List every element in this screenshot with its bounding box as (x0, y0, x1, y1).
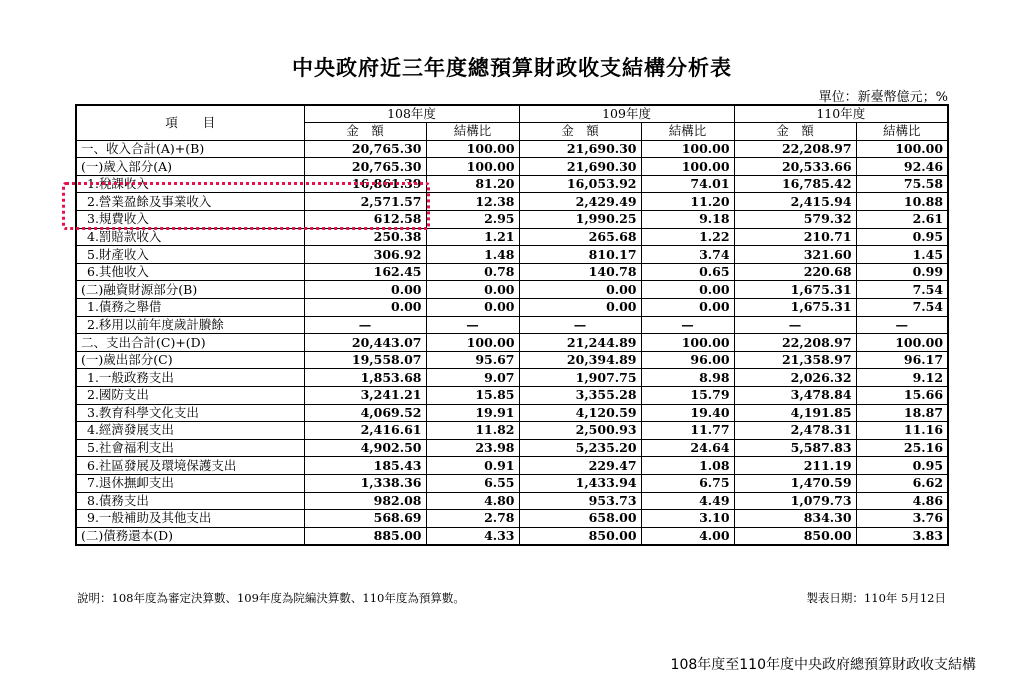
ratio-cell: 0.95 (856, 228, 948, 246)
row-label: 2.營業盈餘及事業收入 (76, 193, 304, 211)
row-label: 二、支出合計(C)+(D) (76, 334, 304, 352)
amount-cell: 658.00 (519, 510, 641, 528)
table-row (76, 158, 948, 176)
ratio-cell: — (641, 316, 734, 334)
amount-cell: 210.71 (734, 228, 856, 246)
row-label: 2.移用以前年度歲計賸餘 (76, 316, 304, 334)
row-label: 5.社會福利支出 (76, 439, 304, 457)
amount-cell: 568.69 (304, 510, 426, 528)
row-label: 4.罰賠款收入 (76, 228, 304, 246)
amount-cell: 5,587.83 (734, 439, 856, 457)
row-label: 5.財產收入 (76, 246, 304, 264)
ratio-cell: 6.62 (856, 474, 948, 492)
row-label: 7.退休撫卹支出 (76, 474, 304, 492)
ratio-cell: 100.00 (856, 140, 948, 158)
amount-cell: 140.78 (519, 263, 641, 281)
amount-cell: 1,470.59 (734, 474, 856, 492)
ratio-cell: 0.00 (641, 299, 734, 317)
table-row (76, 474, 948, 492)
ratio-cell: 19.40 (641, 404, 734, 422)
amount-cell: 1,079.73 (734, 492, 856, 510)
amount-cell: 885.00 (304, 527, 426, 545)
ratio-cell: 1.48 (426, 246, 519, 264)
amount-cell: 22,208.97 (734, 334, 856, 352)
ratio-cell: 11.20 (641, 193, 734, 211)
table-row (76, 228, 948, 246)
ratio-cell: — (856, 316, 948, 334)
table-row (76, 175, 948, 193)
amount-cell: 5,235.20 (519, 439, 641, 457)
row-label: 9.一般補助及其他支出 (76, 510, 304, 528)
unit-label: 單位：新臺幣億元；% (818, 90, 948, 105)
table-row (76, 527, 948, 545)
ratio-cell: 12.38 (426, 193, 519, 211)
amount-cell: 2,416.61 (304, 422, 426, 440)
amount-cell: 20,394.89 (519, 351, 641, 369)
header-amount: 金 額 (304, 123, 426, 141)
table-row (76, 334, 948, 352)
row-label: 8.債務支出 (76, 492, 304, 510)
caption: 108年度至110年度中央政府總預算財政收支結構 (670, 657, 976, 673)
budget-table (75, 104, 949, 546)
amount-cell: 1,338.36 (304, 474, 426, 492)
ratio-cell: 95.67 (426, 351, 519, 369)
amount-cell: 4,902.50 (304, 439, 426, 457)
header-ratio: 結構比 (426, 123, 519, 141)
table-row (76, 369, 948, 387)
table-body (76, 140, 948, 545)
row-label: 6.社區發展及環境保護支出 (76, 457, 304, 475)
ratio-cell: 9.18 (641, 211, 734, 229)
table-row (76, 299, 948, 317)
row-label: 6.其他收入 (76, 263, 304, 281)
header-amount: 金 額 (519, 123, 641, 141)
amount-cell: 3,355.28 (519, 387, 641, 405)
amount-cell: 2,026.32 (734, 369, 856, 387)
amount-cell: 834.30 (734, 510, 856, 528)
amount-cell: 2,571.57 (304, 193, 426, 211)
page-title: 中央政府近三年度總預算財政收支結構分析表 (292, 55, 732, 80)
row-label: 4.經濟發展支出 (76, 422, 304, 440)
ratio-cell: 9.12 (856, 369, 948, 387)
amount-cell: 579.32 (734, 211, 856, 229)
amount-cell: 22,208.97 (734, 140, 856, 158)
amount-cell: 1,853.68 (304, 369, 426, 387)
ratio-cell: 3.74 (641, 246, 734, 264)
amount-cell: 2,415.94 (734, 193, 856, 211)
amount-cell: 1,675.31 (734, 299, 856, 317)
table-row (76, 422, 948, 440)
amount-cell: 21,244.89 (519, 334, 641, 352)
ratio-cell: — (426, 316, 519, 334)
amount-cell: 21,690.30 (519, 140, 641, 158)
amount-cell: 3,241.21 (304, 387, 426, 405)
amount-cell: — (734, 316, 856, 334)
ratio-cell: 10.88 (856, 193, 948, 211)
ratio-cell: 100.00 (641, 334, 734, 352)
ratio-cell: 100.00 (426, 158, 519, 176)
amount-cell: 16,053.92 (519, 175, 641, 193)
ratio-cell: 4.80 (426, 492, 519, 510)
table-row (76, 351, 948, 369)
ratio-cell: 11.77 (641, 422, 734, 440)
amount-cell: 2,500.93 (519, 422, 641, 440)
ratio-cell: 0.91 (426, 457, 519, 475)
header-year-108: 108年度 (304, 105, 519, 123)
row-label: 1.債務之舉借 (76, 299, 304, 317)
amount-cell: 3,478.84 (734, 387, 856, 405)
amount-cell: 16,785.42 (734, 175, 856, 193)
amount-cell: 612.58 (304, 211, 426, 229)
amount-cell: 16,861.39 (304, 175, 426, 193)
amount-cell: 306.92 (304, 246, 426, 264)
row-label: (一)歲出部分(C) (76, 351, 304, 369)
ratio-cell: 0.00 (426, 281, 519, 299)
row-label: (二)債務還本(D) (76, 527, 304, 545)
amount-cell: 265.68 (519, 228, 641, 246)
amount-cell: 20,765.30 (304, 158, 426, 176)
ratio-cell: 0.78 (426, 263, 519, 281)
amount-cell: 2,429.49 (519, 193, 641, 211)
row-label: 2.國防支出 (76, 387, 304, 405)
amount-cell: 220.68 (734, 263, 856, 281)
ratio-cell: 15.66 (856, 387, 948, 405)
amount-cell: 4,069.52 (304, 404, 426, 422)
amount-cell: 321.60 (734, 246, 856, 264)
ratio-cell: 2.95 (426, 211, 519, 229)
footnote: 說明：108年度為審定決算數、109年度為院編決算數、110年度為預算數。 (77, 591, 465, 605)
ratio-cell: 74.01 (641, 175, 734, 193)
amount-cell: 21,690.30 (519, 158, 641, 176)
ratio-cell: 0.95 (856, 457, 948, 475)
amount-cell: 4,120.59 (519, 404, 641, 422)
table-row (76, 439, 948, 457)
amount-cell: 0.00 (304, 281, 426, 299)
table-row (76, 281, 948, 299)
table-row (76, 404, 948, 422)
ratio-cell: 23.98 (426, 439, 519, 457)
ratio-cell: 9.07 (426, 369, 519, 387)
header-item: 項 目 (76, 105, 304, 140)
ratio-cell: 11.82 (426, 422, 519, 440)
date-label: 製表日期：110年 5月12日 (806, 591, 946, 605)
ratio-cell: 96.17 (856, 351, 948, 369)
ratio-cell: 11.16 (856, 422, 948, 440)
ratio-cell: 7.54 (856, 281, 948, 299)
ratio-cell: 1.22 (641, 228, 734, 246)
amount-cell: 211.19 (734, 457, 856, 475)
row-label: 1.稅課收入 (76, 175, 304, 193)
row-label: 一、收入合計(A)+(B) (76, 140, 304, 158)
amount-cell: 1,433.94 (519, 474, 641, 492)
amount-cell: 19,558.07 (304, 351, 426, 369)
amount-cell: 810.17 (519, 246, 641, 264)
header-year-109: 109年度 (519, 105, 734, 123)
header-ratio: 結構比 (641, 123, 734, 141)
ratio-cell: 75.58 (856, 175, 948, 193)
amount-cell: 982.08 (304, 492, 426, 510)
ratio-cell: 4.00 (641, 527, 734, 545)
row-label: 1.一般政務支出 (76, 369, 304, 387)
ratio-cell: 1.08 (641, 457, 734, 475)
ratio-cell: 100.00 (856, 334, 948, 352)
amount-cell: 21,358.97 (734, 351, 856, 369)
amount-cell: 0.00 (304, 299, 426, 317)
ratio-cell: 100.00 (641, 140, 734, 158)
table-row (76, 263, 948, 281)
amount-cell: 953.73 (519, 492, 641, 510)
ratio-cell: 15.85 (426, 387, 519, 405)
ratio-cell: 1.21 (426, 228, 519, 246)
ratio-cell: 4.33 (426, 527, 519, 545)
ratio-cell: 8.98 (641, 369, 734, 387)
row-label: (一)歲入部分(A) (76, 158, 304, 176)
ratio-cell: 15.79 (641, 387, 734, 405)
ratio-cell: 19.91 (426, 404, 519, 422)
row-label: 3.規費收入 (76, 211, 304, 229)
ratio-cell: 100.00 (426, 334, 519, 352)
table-row (76, 193, 948, 211)
ratio-cell: 0.00 (426, 299, 519, 317)
ratio-cell: 3.76 (856, 510, 948, 528)
ratio-cell: 3.10 (641, 510, 734, 528)
amount-cell: 0.00 (519, 281, 641, 299)
ratio-cell: 2.78 (426, 510, 519, 528)
ratio-cell: 25.16 (856, 439, 948, 457)
table-row (76, 510, 948, 528)
amount-cell: 850.00 (519, 527, 641, 545)
ratio-cell: 100.00 (641, 158, 734, 176)
amount-cell: 1,990.25 (519, 211, 641, 229)
table-row (76, 387, 948, 405)
ratio-cell: 18.87 (856, 404, 948, 422)
ratio-cell: 81.20 (426, 175, 519, 193)
amount-cell: 4,191.85 (734, 404, 856, 422)
ratio-cell: 0.99 (856, 263, 948, 281)
ratio-cell: 6.75 (641, 474, 734, 492)
ratio-cell: 24.64 (641, 439, 734, 457)
amount-cell: 250.38 (304, 228, 426, 246)
ratio-cell: 7.54 (856, 299, 948, 317)
ratio-cell: 4.86 (856, 492, 948, 510)
amount-cell: 2,478.31 (734, 422, 856, 440)
ratio-cell: 0.00 (641, 281, 734, 299)
amount-cell: 0.00 (519, 299, 641, 317)
amount-cell: 850.00 (734, 527, 856, 545)
amount-cell: 162.45 (304, 263, 426, 281)
ratio-cell: 96.00 (641, 351, 734, 369)
header-year-110: 110年度 (734, 105, 948, 123)
ratio-cell: 0.65 (641, 263, 734, 281)
ratio-cell: 92.46 (856, 158, 948, 176)
header-amount: 金 額 (734, 123, 856, 141)
table-row (76, 211, 948, 229)
amount-cell: 229.47 (519, 457, 641, 475)
amount-cell: — (304, 316, 426, 334)
amount-cell: 1,907.75 (519, 369, 641, 387)
amount-cell: 20,765.30 (304, 140, 426, 158)
ratio-cell: 2.61 (856, 211, 948, 229)
table-row (76, 457, 948, 475)
amount-cell: 1,675.31 (734, 281, 856, 299)
ratio-cell: 6.55 (426, 474, 519, 492)
ratio-cell: 4.49 (641, 492, 734, 510)
table-row (76, 492, 948, 510)
amount-cell: — (519, 316, 641, 334)
table-row (76, 316, 948, 334)
row-label: 3.教育科學文化支出 (76, 404, 304, 422)
amount-cell: 185.43 (304, 457, 426, 475)
amount-cell: 20,443.07 (304, 334, 426, 352)
row-label: (二)融資財源部分(B) (76, 281, 304, 299)
table-row (76, 246, 948, 264)
amount-cell: 20,533.66 (734, 158, 856, 176)
ratio-cell: 3.83 (856, 527, 948, 545)
table-row (76, 140, 948, 158)
ratio-cell: 1.45 (856, 246, 948, 264)
header-ratio: 結構比 (856, 123, 948, 141)
ratio-cell: 100.00 (426, 140, 519, 158)
